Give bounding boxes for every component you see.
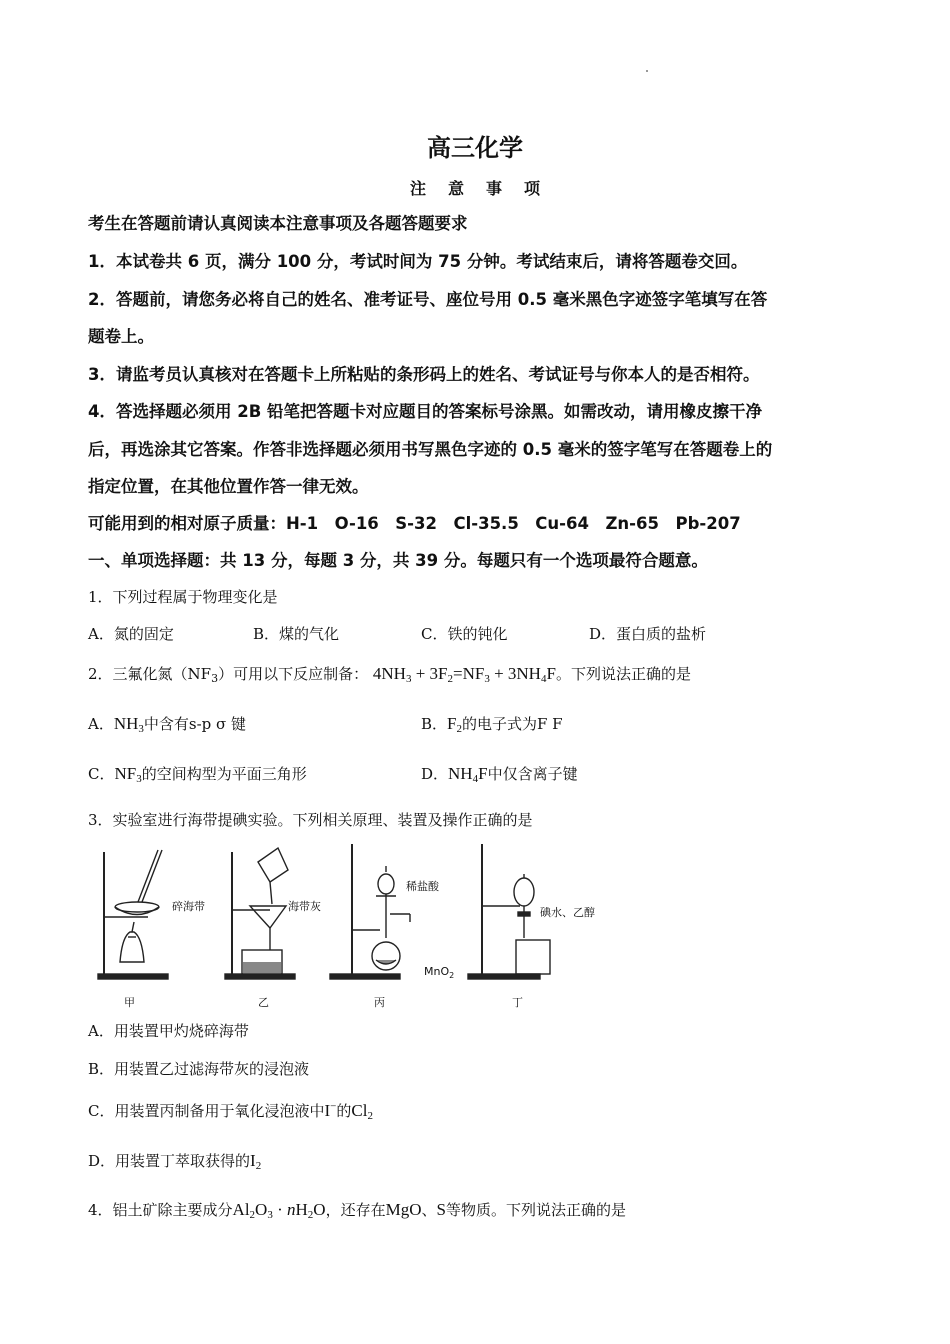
q3-stem: 3．实验室进行海带提碘实验。下列相关原理、装置及操作正确的是: [88, 811, 533, 829]
q1-option-d: D．蛋白质的盐析: [589, 625, 707, 643]
label-ash: 碎海带: [172, 900, 205, 913]
q1-option-b: B．煤的气化: [253, 625, 340, 643]
q2-option-d: D．$NH_4F$中仅含离子键: [421, 764, 578, 785]
q2-stem: 2．三氟化氮$(NF_3)$可用以下反应制备： $4NH_3 + 3F_2=NF_3 + 3NH_4F$。下列说法正确的是: [88, 664, 691, 685]
q3-option-b: B．用装置乙过滤海带灰的浸泡液: [88, 1060, 310, 1078]
q2-option-c: C．$NF_3$的空间构型为平面三角形: [88, 764, 307, 785]
q4-stem: 4．铝土矿除主要成分$Al_2O_3 \cdot nH_2O$，还存在MgO、S等物质。下列说法正确的是: [88, 1200, 626, 1221]
notice-item-4-cont2: 指定位置，在其他位置作答一律无效。: [88, 477, 369, 496]
q3-option-a: A．用装置甲灼烧碎海带: [88, 1022, 249, 1040]
atomic-masses: 可能用到的相对原子质量：H-1 O-16 S-32 Cl-35.5 Cu-64 Zn-65 Pb-207: [88, 514, 741, 533]
label-ding: 丁: [512, 996, 523, 1009]
q3-option-c: C．用装置丙制备用于氧化浸泡液中I−的$Cl_2$: [88, 1100, 373, 1122]
notice-item-1: 1．本试卷共 6 页，满分 100 分，考试时间为 75 分钟。考试结束后，请将答题卷交回。: [88, 252, 748, 271]
notice-item-4: 4．答选择题必须用 2B 铅笔把答题卡对应题目的答案标号涂黑。如需改动，请用橡皮擦干净: [88, 402, 763, 421]
label-mno2: MnO$_2$: [424, 965, 455, 980]
notice-item-4-cont: 后，再选涂其它答案。作答非选择题必须用书写黑色字迹的 0.5 毫米的签字笔写在答题卷上的: [88, 440, 773, 459]
notice-heading: 注意事项: [409, 179, 562, 198]
label-iodine: 碘水、乙醇: [540, 906, 595, 919]
label-bing: 丙: [374, 996, 385, 1009]
q2-option-a: A．$NH_3$中含有s-p σ 键: [88, 714, 247, 735]
notice-item-2: 2．答题前，请您务必将自己的姓名、准考证号、座位号用 0.5 毫米黑色字迹签字笔填写在答: [88, 290, 768, 309]
section-heading: 一、单项选择题：共 13 分，每题 3 分，共 39 分。每题只有一个选项最符合题意。: [88, 551, 708, 570]
notice-item-3: 3．请监考员认真核对在答题卡上所粘贴的条形码上的姓名、考试证号与你本人的是否相符。: [88, 365, 760, 384]
label-yi: 乙: [258, 996, 269, 1009]
notice-item-2-cont: 题卷上。: [88, 327, 154, 346]
q1-option-c: C．铁的钝化: [421, 625, 508, 643]
label-jia: 甲: [124, 996, 135, 1009]
q3-apparatus-figure: [90, 842, 650, 1012]
page-title: 高三化学: [427, 134, 523, 162]
page-dot: [646, 70, 648, 72]
q1-option-a: A．氮的固定: [88, 625, 174, 643]
q1-stem: 1．下列过程属于物理变化是: [88, 588, 278, 606]
label-acid: 稀盐酸: [406, 880, 439, 893]
q2-option-b: B．$F_2$的电子式为F F: [421, 714, 563, 735]
q3-option-d: D．用装置丁萃取获得的$I_2$: [88, 1151, 262, 1172]
notice-intro: 考生在答题前请认真阅读本注意事项及各题答题要求: [88, 214, 468, 233]
q2-equation: $4NH_3 + 3F_2=NF_3 + 3NH_4F$: [372, 664, 556, 685]
label-ash2: 海带灰: [288, 900, 321, 913]
